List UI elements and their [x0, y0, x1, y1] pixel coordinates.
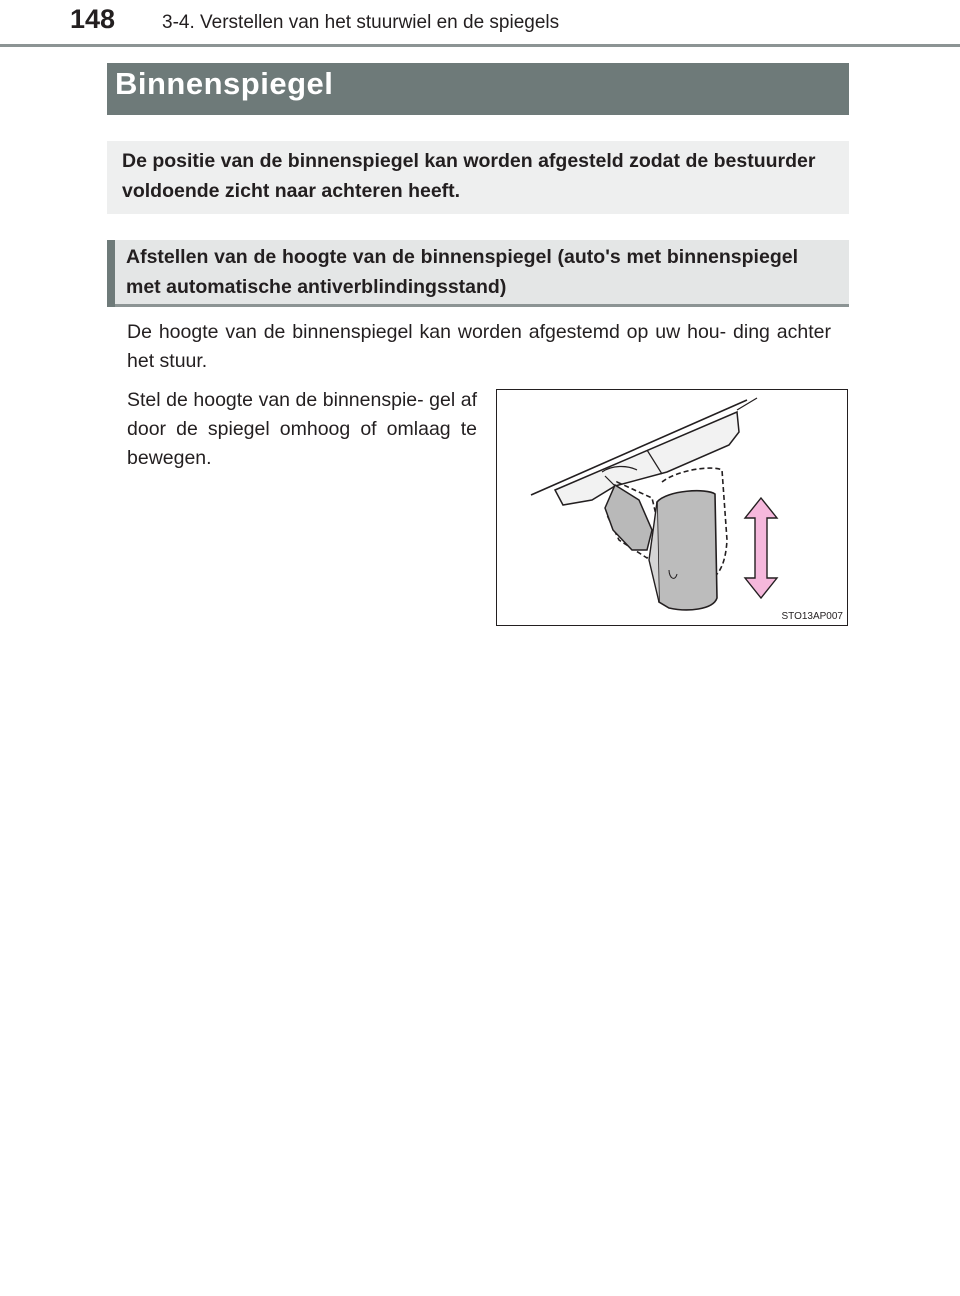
figure-code: STO13AP007 [781, 611, 843, 622]
body-paragraph-instruction: Stel de hoogte van de binnenspie- gel af door de spiegel omhoog of omlaag te bewegen. [127, 389, 477, 469]
header-rule [0, 44, 960, 47]
section-title: Binnenspiegel [115, 66, 334, 101]
intro-text: De positie van de binnenspiegel kan worden afgesteld zodat de bestuurder voldoende zicht naar achteren heeft. [122, 150, 816, 202]
subsection-accent-bar [107, 240, 115, 307]
body-paragraph: De hoogte van de binnenspiegel kan worden afgestemd op uw hou- ding achter het stuur. [127, 321, 831, 372]
chapter-title: 3-4. Verstellen van het stuurwiel en de spiegels [162, 12, 560, 33]
mirror-height-adjust-icon [497, 390, 849, 627]
subsection-title: Afstellen van de hoogte van de binnenspiegel (auto's met binnenspiegel met automatische antiverblindingsstand) [126, 246, 798, 298]
figure-frame [496, 389, 848, 626]
page-number: 148 [70, 4, 116, 34]
